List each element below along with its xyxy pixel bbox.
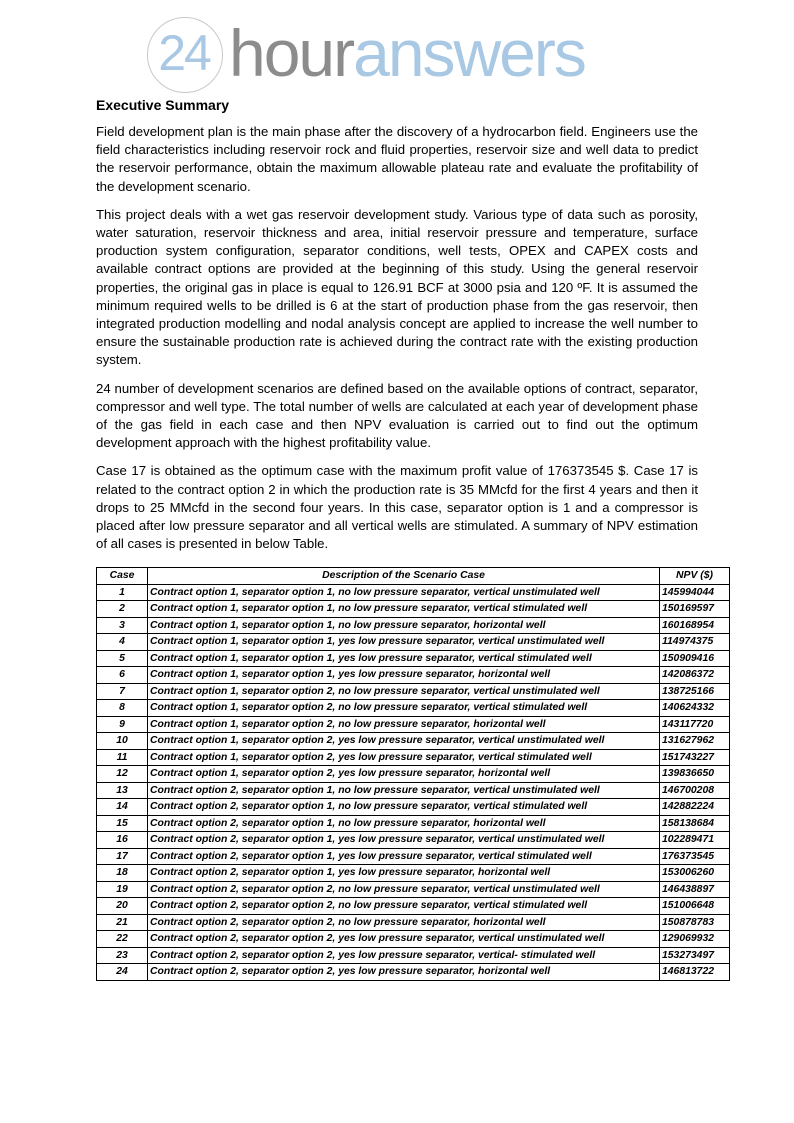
description-cell: Contract option 1, separator option 2, no low pressure separator, vertical unstimulated well <box>148 683 660 700</box>
table-row <box>97 947 730 964</box>
npv-cell: 129069932 <box>660 931 730 948</box>
npv-cell: 139836650 <box>660 766 730 783</box>
table-row <box>97 898 730 915</box>
case-cell: 17 <box>97 848 148 865</box>
description-cell: Contract option 1, separator option 1, yes low pressure separator, horizontal well <box>148 667 660 684</box>
table-row <box>97 667 730 684</box>
table-row <box>97 881 730 898</box>
case-cell: 19 <box>97 881 148 898</box>
logo-answers: answers <box>353 16 585 90</box>
case-cell: 24 <box>97 964 148 981</box>
case-cell: 21 <box>97 914 148 931</box>
description-cell: Contract option 1, separator option 2, yes low pressure separator, vertical stimulated well <box>148 749 660 766</box>
npv-cell: 145994044 <box>660 584 730 601</box>
table-row <box>97 716 730 733</box>
npv-cell: 153006260 <box>660 865 730 882</box>
document-body <box>96 96 698 563</box>
case-cell: 2 <box>97 601 148 618</box>
table-row <box>97 617 730 634</box>
npv-cell: 158138684 <box>660 815 730 832</box>
description-cell: Contract option 1, separator option 1, yes low pressure separator, vertical unstimulated well <box>148 634 660 651</box>
description-cell: Contract option 1, separator option 2, yes low pressure separator, vertical unstimulated well <box>148 733 660 750</box>
table-row <box>97 733 730 750</box>
description-cell: Contract option 2, separator option 1, no low pressure separator, vertical unstimulated well <box>148 782 660 799</box>
table-row <box>97 964 730 981</box>
npv-cell: 160168954 <box>660 617 730 634</box>
description-cell: Contract option 1, separator option 2, yes low pressure separator, horizontal well <box>148 766 660 783</box>
case-cell: 13 <box>97 782 148 799</box>
npv-cell: 131627962 <box>660 733 730 750</box>
npv-cell: 146813722 <box>660 964 730 981</box>
section-heading: Executive Summary <box>96 97 230 113</box>
case-cell: 11 <box>97 749 148 766</box>
table-row <box>97 683 730 700</box>
table-row <box>97 650 730 667</box>
description-cell: Contract option 2, separator option 1, yes low pressure separator, vertical unstimulated well <box>148 832 660 849</box>
table-row <box>97 832 730 849</box>
case-cell: 20 <box>97 898 148 915</box>
paragraph-project: This project deals with a wet gas reservoir development study. Various type of data such as porosity, water saturation, reservoir thickness and area, initial reservoir pressure and temperature, surface production system configuration, separator conditions, well tests, OPEX and CAPEX costs and available contract options are provided at the beginning of this study. Using the general reservoir properties, the original gas in place is equal to 126.91 BCF at 3000 psia and 120 ºF. It is assumed the minimum required wells to be drilled is 6 at the start of production phase from the gas reservoir, then integrated production modelling and nodal analysis concept are applied to increase the well number to ensure the sustainable production rate is achieved during the contract rate with the existing production system. <box>96 206 698 368</box>
case-cell: 1 <box>97 584 148 601</box>
table-row <box>97 749 730 766</box>
npv-cell: 142086372 <box>660 667 730 684</box>
npv-cell: 150909416 <box>660 650 730 667</box>
logo <box>147 15 617 95</box>
case-cell: 10 <box>97 733 148 750</box>
table-body <box>97 584 730 980</box>
description-cell: Contract option 2, separator option 2, no low pressure separator, horizontal well <box>148 914 660 931</box>
case-cell: 5 <box>97 650 148 667</box>
table-row <box>97 700 730 717</box>
header-npv: NPV ($) <box>660 568 730 585</box>
case-cell: 9 <box>97 716 148 733</box>
npv-cell: 140624332 <box>660 700 730 717</box>
table-row <box>97 865 730 882</box>
case-cell: 16 <box>97 832 148 849</box>
npv-cell: 142882224 <box>660 799 730 816</box>
paragraph-intro: Field development plan is the main phase after the discovery of a hydrocarbon field. Engineers use the field characteristics including reservoir rock and fluid properties, reservoir size and well data to predict the reservoir performance, obtain the maximum allowable plateau rate and evaluate the profitability of the development scenario. <box>96 124 698 194</box>
case-cell: 4 <box>97 634 148 651</box>
table-row <box>97 799 730 816</box>
logo-wordmark <box>229 16 585 90</box>
description-cell: Contract option 2, separator option 1, no low pressure separator, horizontal well <box>148 815 660 832</box>
npv-cell: 146438897 <box>660 881 730 898</box>
npv-cell: 146700208 <box>660 782 730 799</box>
npv-cell: 138725166 <box>660 683 730 700</box>
table-row <box>97 584 730 601</box>
table-header-row <box>97 568 730 585</box>
npv-cell: 143117720 <box>660 716 730 733</box>
npv-cell: 102289471 <box>660 832 730 849</box>
table-row <box>97 634 730 651</box>
description-cell: Contract option 2, separator option 1, yes low pressure separator, horizontal well <box>148 865 660 882</box>
description-cell: Contract option 2, separator option 2, no low pressure separator, vertical unstimulated well <box>148 881 660 898</box>
description-cell: Contract option 1, separator option 1, no low pressure separator, vertical unstimulated well <box>148 584 660 601</box>
case-cell: 22 <box>97 931 148 948</box>
case-cell: 23 <box>97 947 148 964</box>
case-cell: 7 <box>97 683 148 700</box>
table-row <box>97 601 730 618</box>
logo-number: 24 <box>158 25 210 81</box>
description-cell: Contract option 1, separator option 1, no low pressure separator, horizontal well <box>148 617 660 634</box>
description-cell: Contract option 2, separator option 1, yes low pressure separator, vertical stimulated well <box>148 848 660 865</box>
description-cell: Contract option 1, separator option 1, yes low pressure separator, vertical stimulated well <box>148 650 660 667</box>
description-cell: Contract option 2, separator option 1, no low pressure separator, vertical stimulated well <box>148 799 660 816</box>
table-row <box>97 815 730 832</box>
case-cell: 6 <box>97 667 148 684</box>
header-description: Description of the Scenario Case <box>148 568 660 585</box>
case-cell: 8 <box>97 700 148 717</box>
npv-cell: 150169597 <box>660 601 730 618</box>
table-row <box>97 914 730 931</box>
npv-cell: 114974375 <box>660 634 730 651</box>
case-cell: 3 <box>97 617 148 634</box>
npv-cell: 150878783 <box>660 914 730 931</box>
paragraph-optimum: Case 17 is obtained as the optimum case with the maximum profit value of 176373545 $. Case 17 is related to the contract option 2 in which the production rate is 35 MMcfd for the first 4 years and then it drops to 25 MMcfd in the second four years. In this case, separator option is 1 and a compressor is placed after low pressure separator and all vertical wells are stimulated. A summary of NPV estimation of all cases is presented in below Table. <box>96 463 698 552</box>
description-cell: Contract option 1, separator option 1, no low pressure separator, vertical stimulated well <box>148 601 660 618</box>
npv-cell: 176373545 <box>660 848 730 865</box>
case-cell: 12 <box>97 766 148 783</box>
table-row <box>97 931 730 948</box>
table-row <box>97 848 730 865</box>
table-row <box>97 766 730 783</box>
description-cell: Contract option 2, separator option 2, no low pressure separator, vertical stimulated well <box>148 898 660 915</box>
npv-summary-table <box>96 567 730 981</box>
paragraph-scenarios: 24 number of development scenarios are defined based on the available options of contract, separator, compressor and well type. The total number of wells are calculated at each year of development phase of the gas field in each case and then NPV evaluation is carried out to find out the optimum development approach with the highest profitability value. <box>96 380 698 451</box>
description-cell: Contract option 1, separator option 2, no low pressure separator, horizontal well <box>148 716 660 733</box>
logo-hour: hour <box>229 16 354 90</box>
table-row <box>97 782 730 799</box>
case-cell: 18 <box>97 865 148 882</box>
header-case: Case <box>97 568 148 585</box>
description-cell: Contract option 1, separator option 2, no low pressure separator, vertical stimulated well <box>148 700 660 717</box>
npv-cell: 151743227 <box>660 749 730 766</box>
description-cell: Contract option 2, separator option 2, yes low pressure separator, horizontal well <box>148 964 660 981</box>
npv-cell: 153273497 <box>660 947 730 964</box>
description-cell: Contract option 2, separator option 2, yes low pressure separator, vertical unstimulated well <box>148 931 660 948</box>
case-cell: 14 <box>97 799 148 816</box>
description-cell: Contract option 2, separator option 2, yes low pressure separator, vertical- stimulated well <box>148 947 660 964</box>
npv-cell: 151006648 <box>660 898 730 915</box>
case-cell: 15 <box>97 815 148 832</box>
